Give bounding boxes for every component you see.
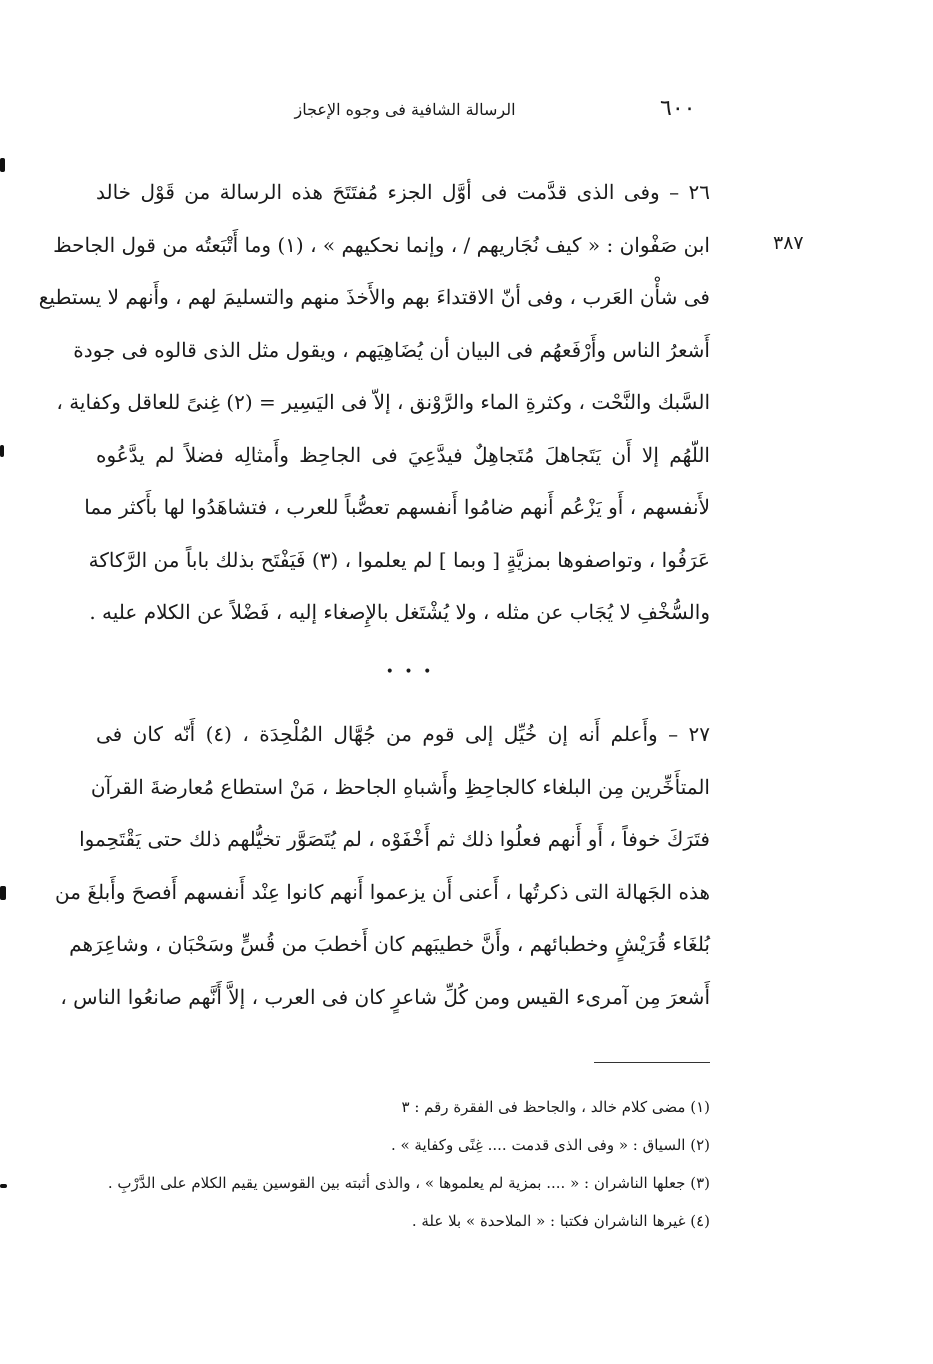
text-line: السَّبك والنَّحْت ، وكثرةِ الماء والرَّوْنق ، إلاّ فى اليَسِير = (٢) غِنىً للعاقل وكفاية ،: [56, 390, 710, 414]
footnote: (١) مضى كلام خالد ، والجاحظ فى الفقرة رقم : ٣: [401, 1098, 710, 1116]
text-line: بُلغَاء قُرَيْشٍ وخطبائهم ، وأَنَّ خطيبَهم كان أَخطبَ من قُسٍّ وسَحْبَان ، وشاعِرَهم: [69, 932, 710, 956]
text-line: أَشعرُ الناس وأَرْفَعهُم فى البيان أن يُضَاهِيَهم ، ويقول مثل الذى قالوه فى جودة: [73, 337, 710, 362]
text-line: هذه الجَهالة التى ذكرتُها ، أَعنى أَن يزعموا أَنهم كانوا عِنْد أَنفسهم أَفصحَ وأَبلغَ من: [55, 879, 710, 904]
text-line: ٢٧ – وأَعلم أَنه إن خُيِّل إلى قوم من جُهَّال المُلْحِدَة ، (٤) أَنّه كان فى: [96, 722, 710, 746]
text-line: أَشعرَ مِن آمرىء القيس ومن كُلِّ شاعرٍ كان فى العرب ، إلاَّ أَنَّهم صانعُوا الناس ،: [60, 984, 710, 1009]
footnote: (٣) جعلها الناشران : « .... بمزية لم يعلموها » ، والذى أثبته بين القوسين يقيم الكلام على الدَّرْبِ .: [107, 1174, 710, 1192]
text-line: اللّهُم إلا أَن يَتَجاهلَ مُتَجاهِلٌ فيدَّعِيَ فى الجاحِظ وأَمثالِه فضلاً لم يدَّعُوه: [96, 442, 710, 467]
footnote: (٢) السياق : « وفى الذى قدمت .... غِنًى وكفاية » .: [390, 1136, 710, 1154]
text-line: والسُّخْفِ لا يُجَاب عن مثله ، ولا يُشْتَغل بالإِصغاء إليه ، فَضْلاً عن الكلام عليه .: [89, 600, 710, 624]
text-line: لأَنفسهم ، أَو يَزْعُم أَنهم ضامُوا أَنفسهم تعصُّباً للعرب ، فتشاهَدُوا لها بأَكثر مما: [84, 495, 710, 519]
running-header: الرسالة الشافية فى وجوه الإعجاز: [294, 100, 516, 119]
scan-mark: [0, 158, 5, 172]
scan-mark: [0, 1184, 7, 1188]
text-line: ابن صَفْوان : « كيف نُجَاريهم / ، وإنما نحكيهم » ، (١) وما أَتْبَعتُه من قول الجاحظ: [53, 232, 710, 257]
text-line: فتَرَكَ خوفاً ، أَو أَنهم فعلُوا ذلك ثم أَخْفَوْه ، لم يُتَصَوَّر تخيُّلهم ذلك حتى يَقْتَحِموا: [79, 827, 710, 851]
text-line: فى شأْن العَرب ، وفى أنّ الاقتداءَ بهم والأَخذَ منهم والتسليمَ لهم ، وأَنهم لا يستطيع: [38, 285, 710, 309]
footnote: (٤) غيرها الناشران فكتبا : « الملاحدة » بلا علة .: [411, 1212, 710, 1230]
section-separator: • • •: [385, 664, 435, 680]
page-number: ٦٠٠: [660, 96, 696, 121]
margin-reference-number: ٣٨٧: [773, 232, 804, 254]
paragraph-26: [38, 166, 710, 639]
paragraph-27: [55, 708, 710, 1023]
text-line: عَرَفُوا ، وتواصفوها بمزيَّةٍ [ وبما ] لم يعلموا ، (٣) فَيَفْتَح بذلك باباً من الرَّكاكة: [88, 547, 710, 572]
footnotes: [80, 1088, 710, 1240]
scan-mark: [0, 886, 6, 900]
text-line: ٢٦ – وفى الذى قدَّمت فى أوَّل الجزء مُفتَتَحَ هذه الرسالة من قَوْل خالد: [96, 180, 710, 204]
scan-mark: [0, 445, 4, 457]
footnote-rule: [594, 1062, 710, 1063]
text-line: المتأَخِّرين مِن البلغاء كالجاحِظِ وأَشباهِ الجاحظ ، مَنْ استطاع مُعارضةَ القرآن: [90, 774, 710, 799]
